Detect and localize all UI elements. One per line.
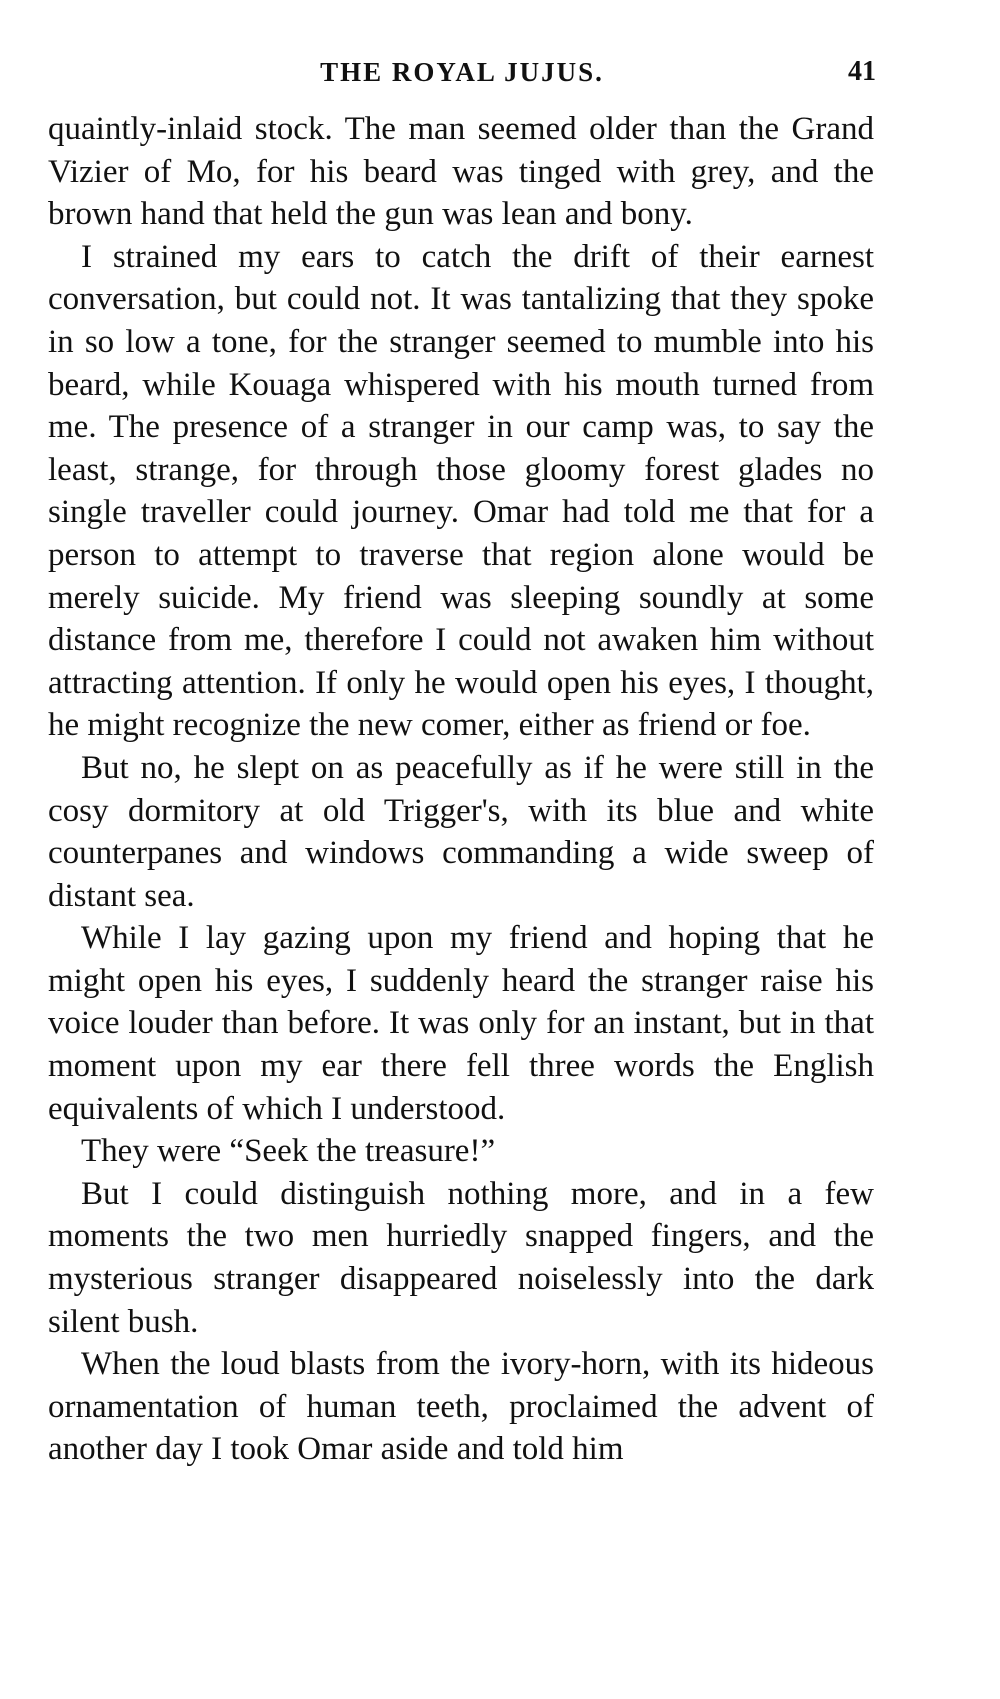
running-head [48,52,876,92]
paragraph-continued: quaintly-inlaid stock. The man seemed older than the Grand Vizier of Mo, for his beard was tinged with grey, and the brown hand that held the gun was lean and bony. [48,111,874,233]
page-number: 41 [848,56,876,87]
paragraph: But I could distinguish nothing more, and in a few moments the two men hurriedly snapped fingers, and the mysterious stranger disappeared noiselessly into the dark silent bush. [48,1175,874,1340]
paragraph: They were “Seek the treasure!” [81,1133,496,1170]
paragraph: But no, he slept on as peacefully as if he were still in the cosy dormitory at old Trigger's, with its blue and white counterpanes and windows commanding a wide sweep of distant sea. [48,749,874,914]
paragraph: When the loud blasts from the ivory-horn, with its hideous ornamentation of human teeth, proclaimed the advent of another day I took Omar aside and told him [48,1346,874,1468]
paragraph: While I lay gazing upon my friend and hoping that he might open his eyes, I suddenly heard the stranger raise his voice louder than before. It was only for an instant, but in that moment upon my ear there fell three words the English equivalents of which I understood. [48,920,874,1127]
running-title: THE ROYAL JUJUS. [320,57,604,87]
body-text [48,108,874,1471]
paragraph: I strained my ears to catch the drift of their earnest conversation, but could not. It was tantalizing that they spoke in so low a tone, for the stranger seemed to mumble into his beard, while Kouaga whispered with his mouth turned from me. The presence of a stranger in our camp was, to say the least, strange, for through those gloomy forest glades no single traveller could journey. Omar had told me that for a person to attempt to traverse that region alone would be merely suicide. My friend was sleeping soundly at some distance from me, therefore I could not awaken him without attracting attention. If only he would open his eyes, I thought, he might recognize the new comer, either as friend or foe. [48,238,874,744]
